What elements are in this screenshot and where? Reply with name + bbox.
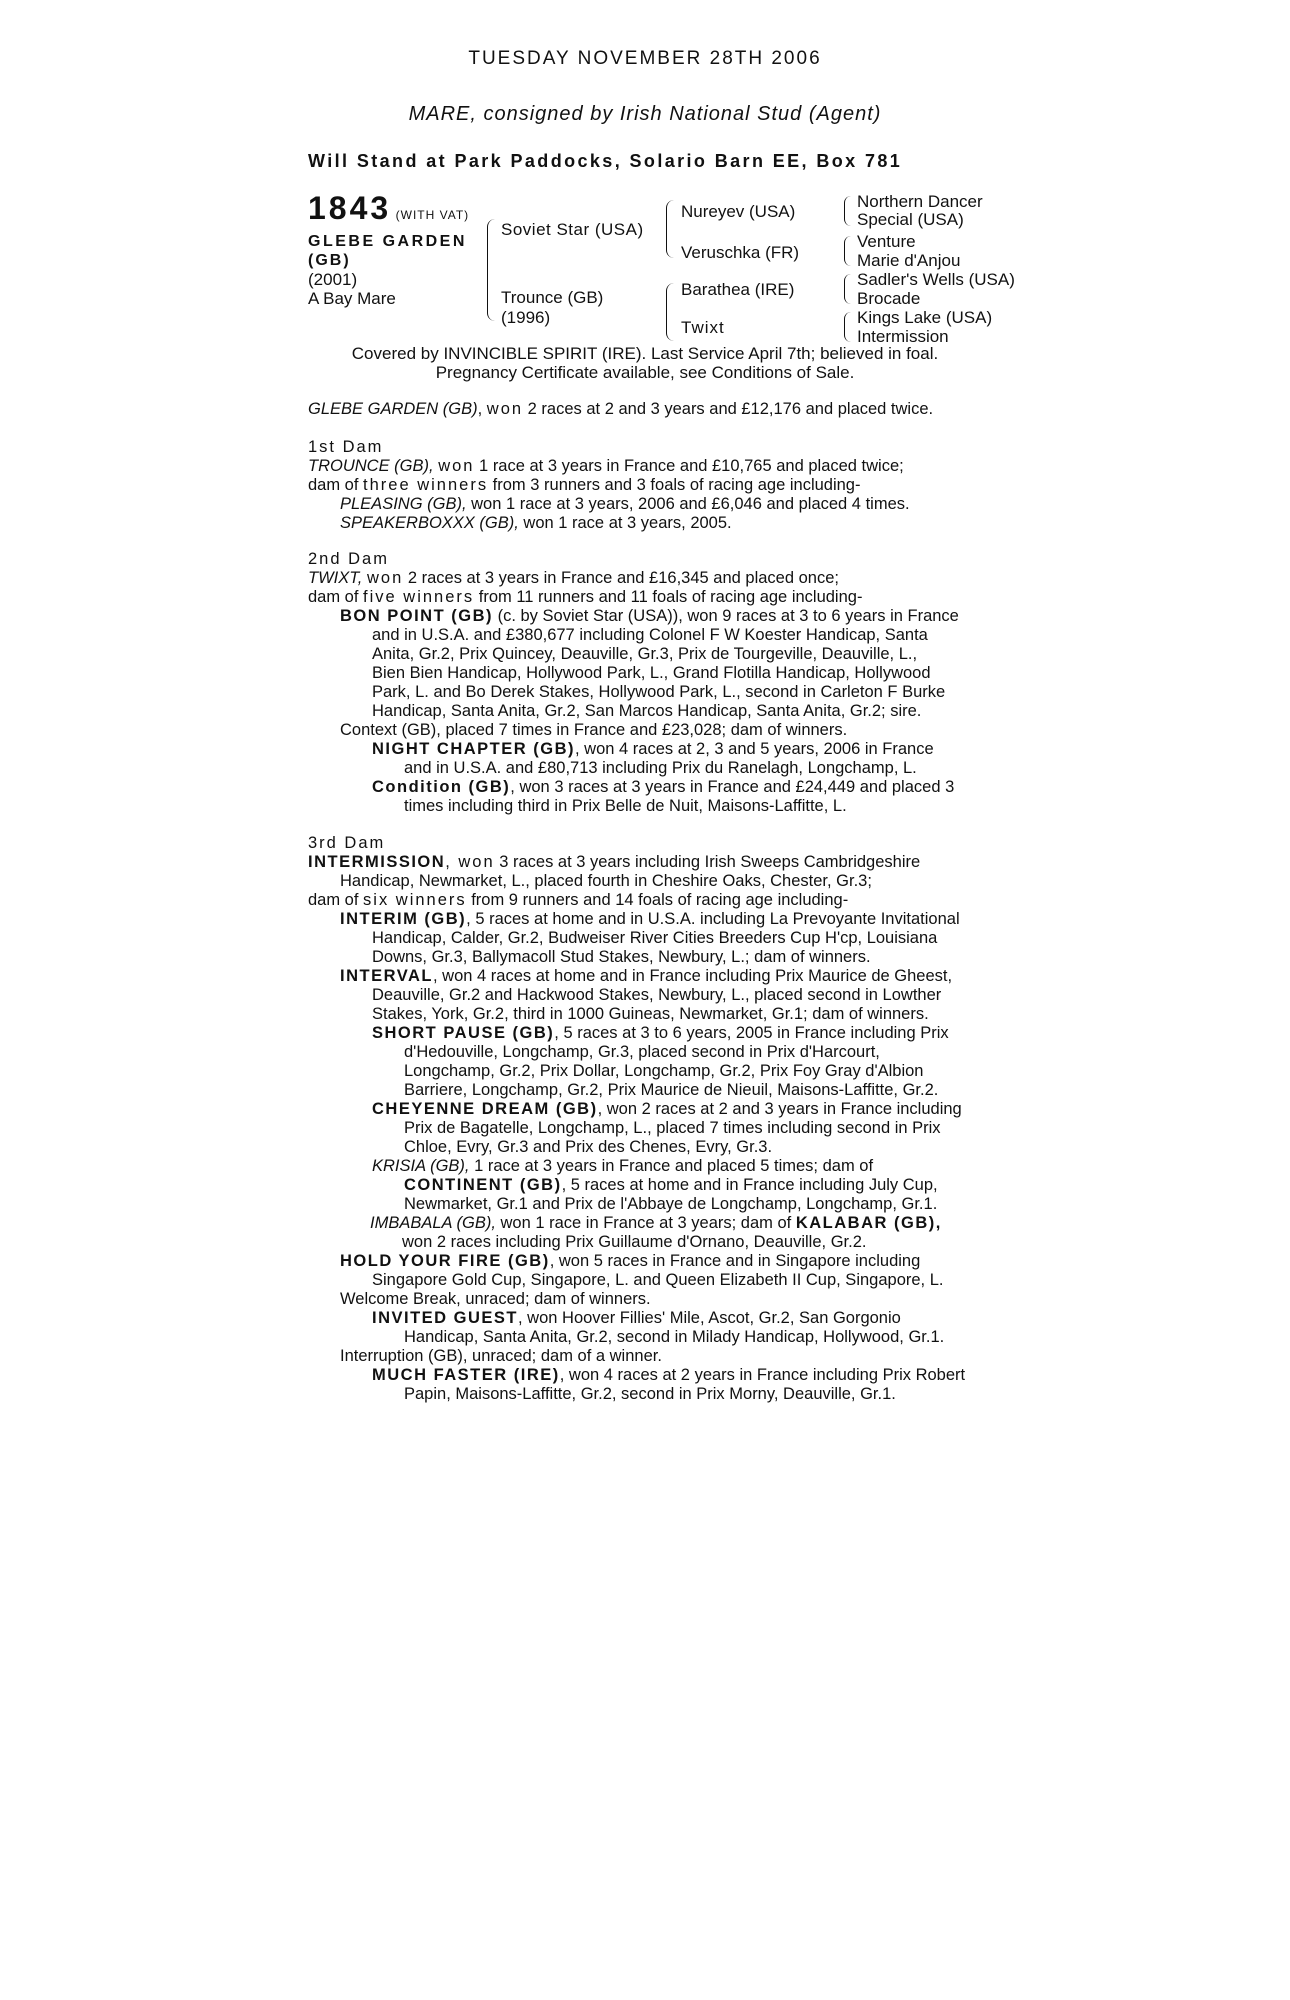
holdyourfire-line2: Singapore Gold Cup, Singapore, L. and Queen Elizabeth II Cup, Singapore, L. (372, 1271, 944, 1289)
dam1-heading: 1st Dam (308, 438, 384, 456)
holdyourfire-line1 (340, 1252, 920, 1271)
kalabar-name: KALABAR (GB), (795, 1214, 942, 1232)
bonpoint-line4: Bien Bien Handicap, Hollywood Park, L., Grand Flotilla Handicap, Hollywood (372, 664, 931, 682)
lot-number-block (308, 190, 469, 227)
continent-text1: , 5 races at home and in France including July Cup, (561, 1176, 938, 1194)
context-line: Context (GB), placed 7 times in France and £23,028; dam of winners. (340, 721, 848, 739)
interim-name: INTERIM (GB) (340, 910, 467, 928)
nightchapter-line1 (372, 740, 934, 759)
interim-line1 (340, 910, 960, 929)
dam3-runners: from 9 runners and 14 foals of racing age including- (466, 891, 849, 909)
dam1-line2 (308, 476, 860, 495)
muchfaster-name: MUCH FASTER (IRE) (372, 1366, 560, 1384)
dam1-name: TROUNCE (GB), (308, 457, 434, 475)
pedigree-brace-2b (666, 283, 674, 341)
bonpoint-line2: and in U.S.A. and £380,677 including Colonel F W Koester Handicap, Santa (372, 626, 928, 644)
cheyenne-line2: Prix de Bagatelle, Longchamp, L., placed 7 times including second in Prix (404, 1119, 941, 1137)
interim-line2: Handicap, Calder, Gr.2, Budweiser River Cities Breeders Cup H'cp, Louisiana (372, 929, 938, 947)
pedigree-brace-3d (844, 312, 851, 342)
covered-line: Covered by INVINCIBLE SPIRIT (IRE). Last Service April 7th; believed in foal. (351, 344, 939, 363)
nightchapter-name: NIGHT CHAPTER (GB) (372, 740, 575, 758)
vat-note: (WITH VAT) (395, 208, 470, 222)
dam1-line3 (340, 495, 910, 514)
pedigree-dss: Sadler's Wells (USA) (857, 270, 1015, 289)
horse-year: (2001) (308, 270, 358, 289)
interval-line2: Deauville, Gr.2 and Hackwood Stakes, Newbury, L., placed second in Lowther (372, 986, 942, 1004)
dam1-line1 (308, 457, 904, 476)
summary-won: won (486, 400, 524, 418)
invitedguest-text1: , won Hoover Fillies' Mile, Ascot, Gr.2, San Gorgonio (518, 1309, 901, 1327)
nightchapter-text1: , won 4 races at 2, 3 and 5 years, 2006 in France (575, 740, 934, 758)
speakerboxxx-name: SPEAKERBOXXX (GB), (340, 514, 519, 532)
krisia-line1 (372, 1157, 873, 1176)
dam1-damof: dam of (308, 476, 364, 494)
shortpause-line3: Longchamp, Gr.2, Prix Dollar, Longchamp, Gr.2, Prix Foy Gray d'Albion (404, 1062, 924, 1080)
pregnancy-line: Pregnancy Certificate available, see Conditions of Sale. (435, 363, 855, 382)
cheyenne-text1: , won 2 races at 2 and 3 years in France including (597, 1100, 962, 1118)
summary-rest: 2 races at 2 and 3 years and £12,176 and placed twice. (523, 400, 934, 418)
dam2-line1 (308, 569, 839, 588)
dam2-rest: 2 races at 3 years in France and £16,345 and placed once; (403, 569, 839, 587)
interval-line3: Stakes, York, Gr.2, third in 1000 Guineas, Newmarket, Gr.1; dam of winners. (372, 1005, 929, 1023)
dam3-winners: six winners (363, 891, 467, 909)
interruption-line: Interruption (GB), unraced; dam of a winner. (340, 1347, 662, 1365)
bonpoint-line3: Anita, Gr.2, Prix Quincey, Deauville, Gr.3, Prix de Tourgeville, Deauville, L., (372, 645, 918, 663)
lot-number: 1843 (308, 190, 392, 226)
pedigree-sd: Veruschka (FR) (681, 243, 800, 262)
imbabala-text1: won 1 race in France at 3 years; dam of (495, 1214, 796, 1232)
cheyenne-line1 (372, 1100, 962, 1119)
dam2-runners: from 11 runners and 11 foals of racing age including- (474, 588, 863, 606)
condition-name: Condition (GB) (372, 778, 511, 796)
continent-line1 (404, 1176, 938, 1195)
invitedguest-line1 (372, 1309, 901, 1328)
nightchapter-line2: and in U.S.A. and £80,713 including Prix du Ranelagh, Longchamp, L. (404, 759, 917, 777)
dam1-rest: 1 race at 3 years in France and £10,765 and placed twice; (474, 457, 904, 475)
speakerboxxx-rest: won 1 race at 3 years, 2005. (518, 514, 732, 532)
interval-line1 (340, 967, 952, 986)
consignment-line: MARE, consigned by Irish National Stud (Agent) (408, 103, 882, 125)
imbabala-line2: won 2 races including Prix Guillaume d'Ornano, Deauville, Gr.2. (402, 1233, 867, 1251)
interim-text1: , 5 races at home and in U.S.A. including La Prevoyante Invitational (466, 910, 960, 928)
pedigree-dsd: Brocade (857, 289, 921, 308)
bonpoint-name: BON POINT (GB) (340, 607, 493, 625)
dam2-damof: dam of (308, 588, 364, 606)
pedigree-sss: Northern Dancer (857, 192, 983, 211)
dam2-winners: five winners (363, 588, 475, 606)
dam3-damof: dam of (308, 891, 364, 909)
intermission-name: INTERMISSION (308, 853, 446, 871)
shortpause-line2: d'Hedouville, Longchamp, Gr.3, placed second in Prix d'Harcourt, (404, 1043, 880, 1061)
muchfaster-line2: Papin, Maisons-Laffitte, Gr.2, second in Prix Morny, Deauville, Gr.1. (404, 1385, 896, 1403)
shortpause-line1 (372, 1024, 949, 1043)
horse-country: (GB) (308, 252, 351, 269)
bonpoint-line1 (340, 607, 959, 626)
pedigree-brace-3c (844, 274, 851, 304)
pedigree-ssd: Special (USA) (857, 210, 964, 229)
welcomebreak-line: Welcome Break, unraced; dam of winners. (340, 1290, 651, 1308)
intermission-line2: Handicap, Newmarket, L., placed fourth in Cheshire Oaks, Chester, Gr.3; (340, 872, 872, 890)
pedigree-brace-2a (666, 200, 674, 258)
bonpoint-line5: Park, L. and Bo Derek Stakes, Hollywood Park, L., second in Carleton F Burke (372, 683, 946, 701)
dam1-line4 (340, 514, 732, 533)
pedigree-ddd: Intermission (857, 327, 949, 346)
pedigree-ds: Barathea (IRE) (681, 280, 795, 299)
pedigree-brace-3b (844, 236, 851, 266)
intermission-line1 (308, 853, 920, 872)
horse-name: GLEBE GARDEN (308, 233, 467, 250)
dam2-heading: 2nd Dam (308, 550, 389, 568)
continent-name: CONTINENT (GB) (404, 1176, 562, 1194)
condition-line2: times including third in Prix Belle de Nuit, Maisons-Laffitte, L. (404, 797, 847, 815)
intermission-won: , won (445, 853, 495, 871)
pedigree-ss: Nureyev (USA) (681, 202, 796, 221)
intermission-text1: 3 races at 3 years including Irish Sweeps Cambridgeshire (494, 853, 921, 871)
dam1-runners: from 3 runners and 3 foals of racing age including- (488, 476, 861, 494)
interval-text1: , won 4 races at home and in France including Prix Maurice de Gheest, (432, 967, 953, 985)
dam3-line2 (308, 891, 848, 910)
interim-line3: Downs, Gr.3, Ballymacoll Stud Stakes, Newbury, L.; dam of winners. (372, 948, 871, 966)
dam3-heading: 3rd Dam (308, 834, 386, 852)
cheyenne-name: CHEYENNE DREAM (GB) (372, 1100, 598, 1118)
stand-location: Will Stand at Park Paddocks, Solario Barn EE, Box 781 (308, 151, 903, 171)
holdyourfire-name: HOLD YOUR FIRE (GB) (340, 1252, 550, 1270)
muchfaster-line1 (372, 1366, 965, 1385)
horse-description: A Bay Mare (308, 289, 396, 308)
pedigree-sire: Soviet Star (USA) (501, 220, 644, 239)
dam1-winners: three winners (363, 476, 489, 494)
continent-line2: Newmarket, Gr.1 and Prix de l'Abbaye de Longchamp, Longchamp, Gr.1. (404, 1195, 938, 1213)
interval-name: INTERVAL (340, 967, 433, 985)
holdyourfire-text1: , won 5 races in France and in Singapore including (549, 1252, 921, 1270)
condition-line1 (372, 778, 954, 797)
bonpoint-text1: (c. by Soviet Star (USA)), won 9 races at 3 to 6 years in France (493, 607, 959, 625)
sale-date: TUESDAY NOVEMBER 28TH 2006 (468, 48, 822, 69)
bonpoint-line6: Handicap, Santa Anita, Gr.2, San Marcos Handicap, Santa Anita, Gr.2; sire. (372, 702, 922, 720)
condition-text1: , won 3 races at 3 years in France and £24,449 and placed 3 (510, 778, 955, 796)
dam2-line2 (308, 588, 862, 607)
pedigree-brace-1 (487, 219, 496, 321)
summary-name: GLEBE GARDEN (GB) (308, 400, 478, 418)
dam2-won: won (366, 569, 404, 587)
imbabala-line1 (370, 1214, 942, 1233)
pedigree-dam-year: (1996) (501, 308, 551, 327)
pleasing-name: PLEASING (GB), (340, 495, 467, 513)
imbabala-name: IMBABALA (GB), (370, 1214, 496, 1232)
pedigree-dd: Twixt (681, 318, 725, 337)
muchfaster-text1: , won 4 races at 2 years in France including Prix Robert (559, 1366, 966, 1384)
cheyenne-line3: Chloe, Evry, Gr.3 and Prix des Chenes, Evry, Gr.3. (404, 1138, 773, 1156)
shortpause-line4: Barriere, Longchamp, Gr.2, Prix Maurice de Nieuil, Maisons-Laffitte, Gr.2. (404, 1081, 939, 1099)
dam1-won: won (438, 457, 475, 475)
shortpause-name: SHORT PAUSE (GB) (372, 1024, 555, 1042)
invitedguest-line2: Handicap, Santa Anita, Gr.2, second in Milady Handicap, Hollywood, Gr.1. (404, 1328, 945, 1346)
dam2-name: TWIXT, (308, 569, 363, 587)
shortpause-text1: , 5 races at 3 to 6 years, 2005 in France including Prix (554, 1024, 949, 1042)
pedigree-sds: Venture (857, 232, 916, 251)
krisia-name: KRISIA (GB), (372, 1157, 470, 1175)
invitedguest-name: INVITED GUEST (372, 1309, 519, 1327)
pedigree-dam: Trounce (GB) (501, 288, 604, 307)
pedigree-brace-3a (844, 196, 851, 226)
pedigree-sdd: Marie d'Anjou (857, 251, 961, 270)
pedigree-dds: Kings Lake (USA) (857, 308, 993, 327)
summary-line: GLEBE GARDEN (GB), won 2 races at 2 and 3 years and £12,176 and placed twice. (308, 400, 934, 418)
pleasing-rest: won 1 race at 3 years, 2006 and £6,046 and placed 4 times. (466, 495, 910, 513)
krisia-text1: 1 race at 3 years in France and placed 5 times; dam of (469, 1157, 874, 1175)
